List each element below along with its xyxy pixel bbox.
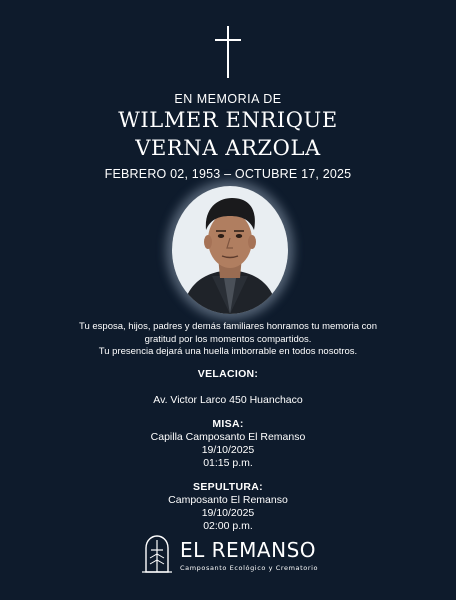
velacion-label: VELACION: [197, 368, 259, 380]
sepultura-place: Camposanto El Remanso [168, 494, 288, 506]
misa-label: MISA: [212, 418, 244, 430]
portrait-image [172, 186, 288, 314]
el-remanso-logo [140, 532, 320, 580]
tribute-line: Tu esposa, hijos, padres y demás familiares honramos tu memoria con [79, 321, 377, 332]
deceased-name-first: WILMER ENRIQUE [118, 108, 338, 132]
sepultura-date: 19/10/2025 [201, 507, 255, 519]
memorial-lead: EN MEMORIA DE [174, 92, 282, 106]
logo-tagline: Camposanto Ecológico y Crematorio [180, 564, 319, 572]
logo-name: EL REMANSO [180, 538, 317, 562]
misa-place: Capilla Camposanto El Remanso [150, 431, 306, 443]
tribute-line: Tu presencia dejará una huella imborrable en todos nosotros. [98, 346, 358, 357]
portrait-photo [172, 186, 288, 314]
velacion-address: Av. Victor Larco 450 Huanchaco [153, 394, 303, 406]
cross-icon [213, 26, 243, 78]
sepultura-time: 02:00 p.m. [203, 520, 253, 532]
deceased-name-last: VERNA ARZOLA [135, 136, 321, 160]
tribute-message [40, 321, 416, 359]
misa-time: 01:15 p.m. [203, 457, 253, 469]
misa-date: 19/10/2025 [201, 444, 255, 456]
sepultura-label: SEPULTURA: [193, 481, 263, 493]
tribute-line: gratitud por los momentos compartidos. [144, 333, 312, 345]
remanso-logo-icon [142, 534, 172, 574]
life-dates: FEBRERO 02, 1953 – OCTUBRE 17, 2025 [104, 167, 352, 181]
